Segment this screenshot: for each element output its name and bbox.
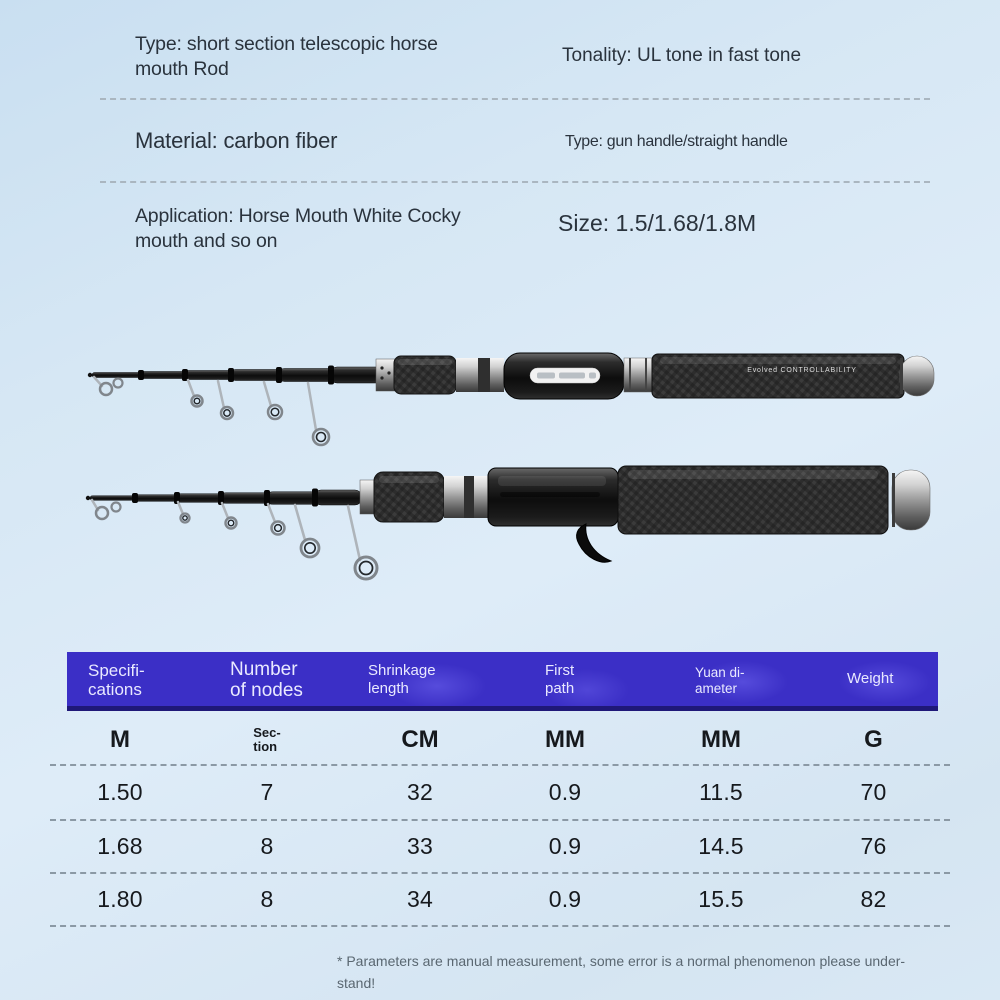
fore-grip xyxy=(504,353,652,399)
unit-cm: CM xyxy=(401,725,439,753)
cell: 0.9 xyxy=(548,833,582,859)
cell: 33 xyxy=(407,833,433,859)
spec-application-line1: Application: Horse Mouth White Cocky xyxy=(135,205,461,227)
header-yuan-diameter: Yuan di- ameter xyxy=(695,665,745,696)
spec-type-line1: Type: short section telescopic horse xyxy=(135,33,438,55)
header-shrinkage-length: Shrinkage length xyxy=(368,662,436,697)
unit-m: M xyxy=(110,725,130,753)
cell: 8 xyxy=(260,833,274,859)
divider xyxy=(50,925,950,927)
spec-handle-type: Type: gun handle/straight handle xyxy=(565,133,788,150)
rear-handle xyxy=(618,466,930,534)
unit-mm-diameter: MM xyxy=(701,725,741,753)
unit-g: G xyxy=(864,725,883,753)
cell: 11.5 xyxy=(699,779,743,805)
cell: 8 xyxy=(260,886,274,912)
header-number-of-nodes: Number of nodes xyxy=(230,659,303,701)
cell: 70 xyxy=(860,779,887,805)
header-specifications: Specifi- cations xyxy=(88,661,145,699)
spec-type-line2: mouth Rod xyxy=(135,58,229,80)
trigger-hook xyxy=(577,524,611,562)
cell: 7 xyxy=(260,779,274,805)
rod-guides xyxy=(94,377,329,445)
footnote-line2: stand! xyxy=(337,974,376,991)
footnote-line1: * Parameters are manual measurement, some error is a normal phenomenon please under- xyxy=(337,953,906,969)
cell: 82 xyxy=(860,886,887,912)
cell: 1.68 xyxy=(97,833,143,859)
handle-brand-text: Evolved CONTROLLABILITY xyxy=(747,367,857,374)
header-first-path: First path xyxy=(545,662,575,697)
rod-guides xyxy=(92,500,377,579)
rod-blank xyxy=(88,366,384,385)
header-weight: Weight xyxy=(847,670,894,687)
units-row xyxy=(67,715,938,764)
divider xyxy=(100,181,930,183)
unit-mm-first: MM xyxy=(545,725,585,753)
spec-material-line1: Material: carbon fiber xyxy=(135,128,338,153)
cell: 1.80 xyxy=(97,886,143,912)
table-row xyxy=(67,766,938,819)
reel-seat xyxy=(360,468,618,526)
table-header xyxy=(67,652,938,711)
end-cap xyxy=(892,470,930,530)
cell: 76 xyxy=(860,833,887,859)
gun-handle-rod-image xyxy=(80,440,940,595)
unit-section: Sec- tion xyxy=(253,725,281,754)
rod-blank xyxy=(86,489,362,507)
table-row xyxy=(67,821,938,872)
spec-type xyxy=(135,32,438,82)
rear-handle xyxy=(652,354,934,398)
divider xyxy=(100,98,930,100)
spec-size: Size: 1.5/1.68/1.8M xyxy=(558,210,757,236)
footnote xyxy=(337,951,905,994)
cell: 0.9 xyxy=(548,886,582,912)
reel-seat xyxy=(376,356,504,394)
cell: 15.5 xyxy=(698,886,744,912)
spec-material xyxy=(135,127,337,155)
spec-application xyxy=(135,204,461,254)
spec-tonality: Tonality: UL tone in fast tone xyxy=(562,45,802,66)
end-cap xyxy=(900,356,934,396)
cell: 14.5 xyxy=(698,833,744,859)
spec-application-line2: mouth and so on xyxy=(135,230,278,252)
cell: 1.50 xyxy=(97,779,143,805)
table-row xyxy=(67,874,938,925)
cell: 0.9 xyxy=(548,779,582,805)
cell: 34 xyxy=(407,886,433,912)
cell: 32 xyxy=(407,779,433,805)
